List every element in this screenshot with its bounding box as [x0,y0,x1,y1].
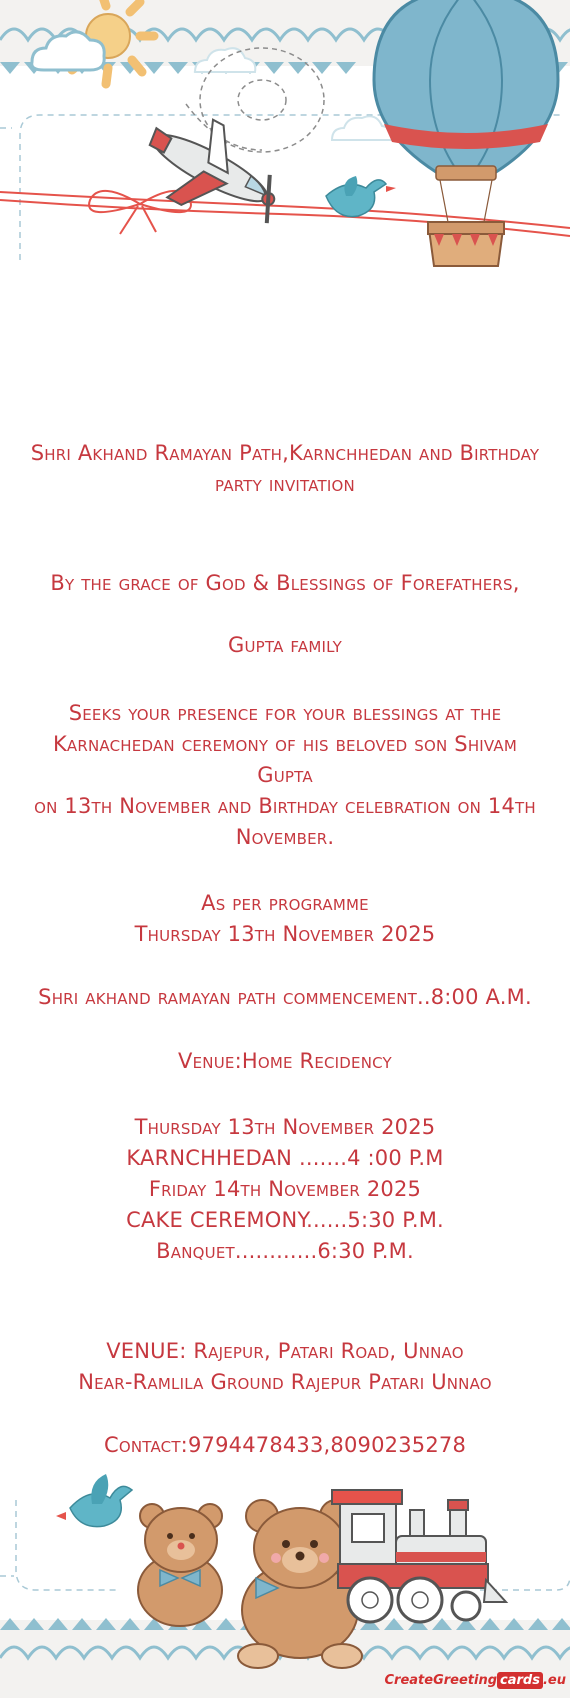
logo-main-text: CreateGreeting [384,1673,498,1688]
venue-home: Venue:Home Recidency [178,1049,392,1073]
invitation-message [0,698,570,853]
title-line-2: party invitation [215,472,355,496]
logo-suffix-text: .eu [542,1673,566,1688]
venue-near: Near-Ramlila Ground Rajepur Patari Unnao [78,1370,492,1394]
grace-line [0,568,570,599]
logo-highlight-text: cards [497,1672,543,1689]
programme-heading: As per programme [201,891,369,915]
hot-air-balloon-icon [374,0,558,266]
bird-icon [56,1474,132,1527]
schedule-line-3: Friday 14th November 2025 [148,1177,422,1201]
title-line-1: Shri Akhand Ramayan Path,Karnchhedan and Birthday [30,441,540,465]
family-name: Gupta family [227,633,343,657]
venue-home-block [0,1046,570,1077]
programme-heading-block [0,888,570,950]
message-line-2: Karnachedan ceremony of his beloved son Shivam Gupta [52,732,518,787]
teddy-bear-icon [138,1504,222,1626]
invitation-title [0,438,570,500]
day1-date: Thursday 13th November 2025 [134,922,436,946]
bird-icon [326,176,396,217]
schedule-line-4: CAKE CEREMONY......5:30 P.M. [126,1208,444,1232]
message-line-4: November. [235,825,335,849]
airplane-icon [130,98,298,244]
contact-numbers: Contact:9794478433,8090235278 [103,1433,467,1457]
schedule-block [0,1112,570,1267]
venue-main-block [0,1336,570,1398]
toy-train-icon [332,1490,506,1622]
schedule-line-5: Banquet............6:30 P.M. [156,1239,414,1263]
message-line-3: on 13th November and Birthday celebration on 14th [34,794,536,818]
top-illustration [0,0,570,300]
ramayan-block [0,982,570,1013]
logo-text [385,1673,566,1688]
grace-text: By the grace of God & Blessings of Forefathers, [50,571,520,595]
schedule-line-1: Thursday 13th November 2025 [134,1115,436,1139]
venue-main: VENUE: Rajepur, Patari Road, Unnao [106,1339,464,1363]
message-line-1: Seeks your presence for your blessings at the [68,701,502,725]
creategreetingcards-logo[interactable] [384,1660,566,1692]
schedule-line-2: KARNCHHEDAN .......4 :00 P.M [126,1146,444,1170]
ramayan-time: Shri akhand ramayan path commencement..8:00 A.M. [38,985,532,1009]
family-line [0,630,570,661]
contact-block [0,1430,570,1461]
